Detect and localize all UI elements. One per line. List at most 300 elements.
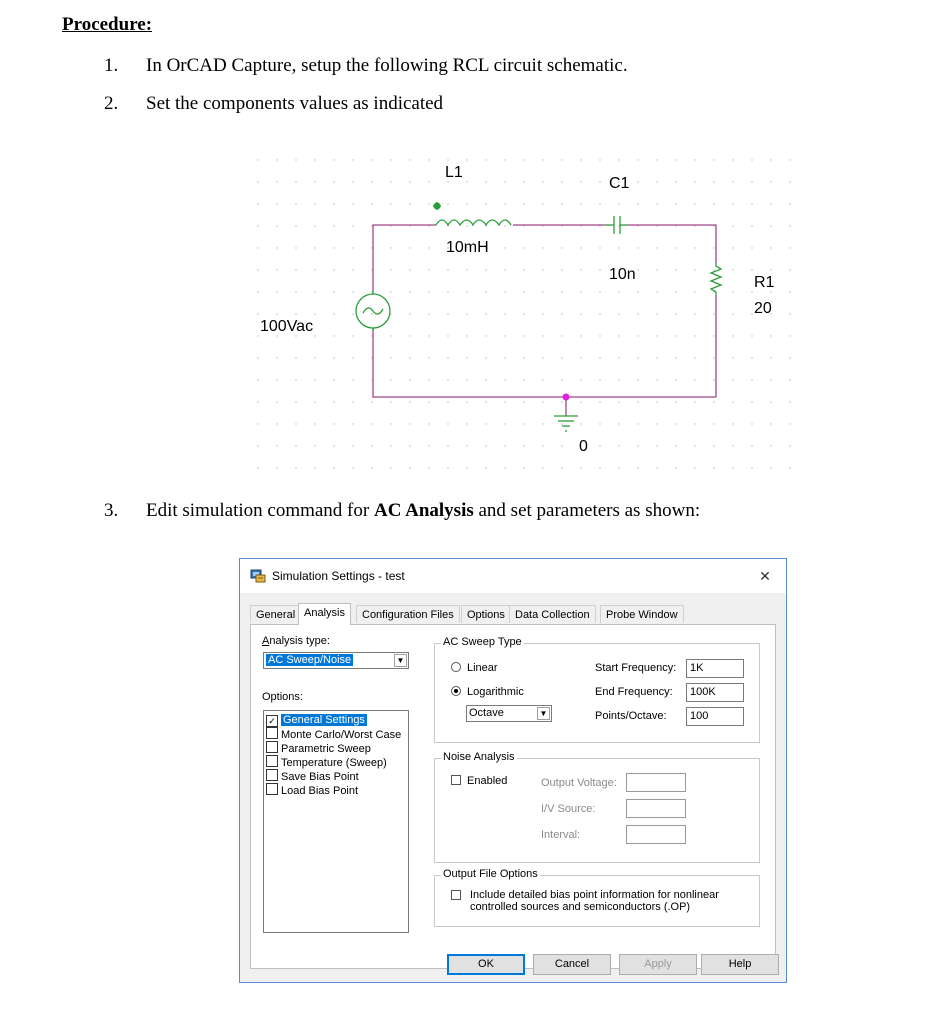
grid-dot	[371, 445, 372, 446]
grid-dot	[314, 401, 315, 402]
grid-dot	[751, 357, 752, 358]
grid-dot	[599, 401, 600, 402]
grid-dot	[770, 335, 771, 336]
close-icon[interactable]: ✕	[759, 568, 771, 584]
schematic-dot-grid	[257, 159, 790, 468]
grid-dot	[257, 379, 258, 380]
option-label: Save Bias Point	[281, 771, 359, 783]
noise-enabled-label: Enabled	[467, 775, 508, 787]
grid-dot	[390, 335, 391, 336]
grid-dot	[561, 159, 562, 160]
grid-dot	[371, 423, 372, 424]
iv-source-input[interactable]	[626, 799, 686, 818]
tab-general[interactable]: General	[250, 605, 301, 623]
tab-configuration-files[interactable]: Configuration Files	[356, 605, 460, 623]
interval-label: Interval:	[541, 829, 581, 841]
grid-dot	[276, 291, 277, 292]
include-bias-line-2: controlled sources and semiconductors (.OP)	[470, 901, 691, 913]
grid-dot	[352, 181, 353, 182]
grid-dot	[485, 181, 486, 182]
grid-dot	[789, 467, 790, 468]
grid-dot	[504, 401, 505, 402]
grid-dot	[409, 379, 410, 380]
grid-dot	[618, 401, 619, 402]
grid-dot	[599, 379, 600, 380]
grid-dot	[352, 291, 353, 292]
grid-dot	[295, 313, 296, 314]
grid-dot	[732, 467, 733, 468]
grid-dot	[390, 445, 391, 446]
grid-dot	[542, 181, 543, 182]
grid-dot	[371, 203, 372, 204]
grid-dot	[789, 335, 790, 336]
grid-dot	[561, 203, 562, 204]
option-temperature-sweep[interactable]	[266, 755, 406, 769]
options-list[interactable]	[263, 710, 409, 933]
grid-dot	[257, 181, 258, 182]
grid-dot	[257, 269, 258, 270]
grid-dot	[447, 313, 448, 314]
log-scale-type-select[interactable]	[466, 705, 552, 722]
grid-dot	[295, 247, 296, 248]
grid-dot	[770, 247, 771, 248]
grid-dot	[656, 401, 657, 402]
grid-dot	[276, 467, 277, 468]
option-label: Load Bias Point	[281, 785, 359, 797]
step-number: 2.	[104, 93, 119, 114]
output-voltage-input[interactable]	[626, 773, 686, 792]
grid-dot	[333, 423, 334, 424]
grid-dot	[409, 291, 410, 292]
grid-dot	[713, 401, 714, 402]
grid-dot	[409, 203, 410, 204]
grid-dot	[637, 313, 638, 314]
grid-dot	[580, 291, 581, 292]
analysis-tab-panel	[250, 624, 776, 969]
ac-sweep-type-group	[434, 636, 760, 743]
grid-dot	[542, 247, 543, 248]
capacitor-value-label: 10n	[609, 266, 636, 283]
grid-dot	[314, 423, 315, 424]
grid-dot	[314, 225, 315, 226]
grid-dot	[732, 401, 733, 402]
grid-dot	[580, 313, 581, 314]
option-save-bias-point[interactable]	[266, 769, 406, 783]
grid-dot	[276, 335, 277, 336]
grid-dot	[485, 379, 486, 380]
option-load-bias-point[interactable]	[266, 783, 406, 797]
grid-dot	[713, 379, 714, 380]
grid-dot	[504, 269, 505, 270]
step-text-after: and set parameters as shown:	[473, 500, 701, 521]
grid-dot	[732, 269, 733, 270]
grid-dot	[333, 269, 334, 270]
grid-dot	[428, 291, 429, 292]
grid-dot	[466, 225, 467, 226]
grid-dot	[732, 247, 733, 248]
grid-dot	[390, 181, 391, 182]
grid-dot	[770, 401, 771, 402]
checkbox-icon[interactable]	[266, 783, 278, 795]
option-parametric-sweep[interactable]	[266, 741, 406, 755]
grid-dot	[333, 313, 334, 314]
grid-dot	[485, 401, 486, 402]
option-monte-carlo[interactable]	[266, 727, 406, 741]
grid-dot	[390, 269, 391, 270]
grid-dot	[637, 247, 638, 248]
grid-dot	[542, 357, 543, 358]
grid-dot	[333, 467, 334, 468]
grid-dot	[352, 445, 353, 446]
checkbox-icon[interactable]	[266, 755, 278, 767]
interval-input[interactable]	[626, 825, 686, 844]
grid-dot	[789, 247, 790, 248]
grid-dot	[428, 357, 429, 358]
grid-dot	[504, 313, 505, 314]
grid-dot	[542, 467, 543, 468]
option-label: Temperature (Sweep)	[281, 757, 387, 769]
option-general-settings[interactable]	[266, 713, 406, 727]
grid-dot	[656, 445, 657, 446]
grid-dot	[428, 181, 429, 182]
grid-dot	[447, 159, 448, 160]
checkbox-icon[interactable]	[266, 769, 278, 781]
grid-dot	[276, 401, 277, 402]
grid-dot	[295, 379, 296, 380]
grid-dot	[675, 445, 676, 446]
grid-dot	[618, 467, 619, 468]
grid-dot	[485, 269, 486, 270]
inductor-value-label: 10mH	[446, 239, 489, 256]
grid-dot	[352, 379, 353, 380]
grid-dot	[257, 467, 258, 468]
grid-dot	[447, 291, 448, 292]
grid-dot	[523, 423, 524, 424]
checkbox-icon[interactable]	[451, 890, 461, 900]
grid-dot	[770, 445, 771, 446]
grid-dot	[732, 159, 733, 160]
checkbox-icon[interactable]	[266, 727, 278, 739]
grid-dot	[675, 357, 676, 358]
step-number: 1.	[104, 55, 119, 76]
grid-dot	[599, 181, 600, 182]
include-bias-checkbox[interactable]	[451, 890, 467, 902]
end-frequency-label: End Frequency:	[595, 686, 673, 698]
grid-dot	[409, 357, 410, 358]
grid-dot	[333, 291, 334, 292]
grid-dot	[409, 401, 410, 402]
grid-dot	[713, 247, 714, 248]
analysis-type-label-rest: nalysis type:	[269, 635, 330, 647]
grid-dot	[276, 357, 277, 358]
chevron-down-icon[interactable]: ▼	[394, 654, 407, 667]
grid-dot	[333, 445, 334, 446]
tab-probe-window[interactable]: Probe Window	[600, 605, 684, 623]
grid-dot	[751, 467, 752, 468]
grid-dot	[789, 203, 790, 204]
grid-dot	[295, 401, 296, 402]
grid-dot	[523, 335, 524, 336]
grid-dot	[333, 159, 334, 160]
grid-dot	[542, 335, 543, 336]
grid-dot	[694, 181, 695, 182]
grid-dot	[770, 357, 771, 358]
simulation-settings-icon	[250, 569, 266, 583]
grid-dot	[751, 379, 752, 380]
grid-dot	[523, 203, 524, 204]
grid-dot	[637, 203, 638, 204]
grid-dot	[542, 445, 543, 446]
points-per-octave-input[interactable]: 100	[686, 707, 744, 726]
grid-dot	[428, 379, 429, 380]
grid-dot	[713, 423, 714, 424]
grid-dot	[770, 379, 771, 380]
grid-dot	[314, 379, 315, 380]
radio-selected-icon[interactable]	[451, 686, 461, 696]
grid-dot	[618, 379, 619, 380]
grid-dot	[466, 423, 467, 424]
grid-dot	[352, 225, 353, 226]
step-text-before: Edit simulation command for	[146, 500, 374, 521]
linear-radio[interactable]	[451, 662, 498, 674]
grid-dot	[656, 423, 657, 424]
grid-dot	[675, 401, 676, 402]
grid-dot	[789, 357, 790, 358]
grid-dot	[770, 269, 771, 270]
grid-dot	[257, 159, 258, 160]
noise-enabled-checkbox[interactable]	[451, 775, 507, 787]
grid-dot	[618, 313, 619, 314]
grid-dot	[466, 159, 467, 160]
grid-dot	[276, 203, 277, 204]
help-button[interactable]: Help	[701, 954, 779, 975]
linear-label: Linear	[467, 662, 498, 674]
grid-dot	[656, 291, 657, 292]
grid-dot	[276, 181, 277, 182]
tab-bar	[250, 603, 776, 625]
grid-dot	[675, 379, 676, 380]
grid-dot	[409, 247, 410, 248]
grid-dot	[371, 181, 372, 182]
grid-dot	[485, 335, 486, 336]
noise-analysis-group	[434, 751, 760, 863]
grid-dot	[352, 467, 353, 468]
analysis-type-select[interactable]	[263, 652, 409, 669]
grid-dot	[637, 423, 638, 424]
options-label: Options:	[262, 691, 303, 703]
grid-dot	[732, 379, 733, 380]
grid-dot	[504, 225, 505, 226]
resistor-symbol	[711, 263, 721, 295]
grid-dot	[789, 159, 790, 160]
grid-dot	[352, 159, 353, 160]
checkbox-icon[interactable]	[266, 741, 278, 753]
grid-dot	[295, 467, 296, 468]
grid-dot	[675, 203, 676, 204]
grid-dot	[751, 335, 752, 336]
grid-dot	[694, 335, 695, 336]
grid-dot	[466, 467, 467, 468]
grid-dot	[485, 291, 486, 292]
grid-dot	[295, 291, 296, 292]
dialog-title: Simulation Settings - test	[272, 569, 405, 583]
grid-dot	[295, 335, 296, 336]
grid-dot	[561, 247, 562, 248]
step-text: In OrCAD Capture, setup the following RCL circuit schematic.	[146, 55, 628, 76]
end-frequency-input[interactable]: 100K	[686, 683, 744, 702]
step-text-bold: AC Analysis	[373, 500, 474, 521]
capacitor-symbol	[605, 216, 628, 234]
grid-dot	[409, 445, 410, 446]
grid-dot	[789, 423, 790, 424]
grid-dot	[580, 203, 581, 204]
option-label: Parametric Sweep	[281, 743, 371, 755]
grid-dot	[257, 445, 258, 446]
grid-dot	[447, 467, 448, 468]
grid-dot	[295, 445, 296, 446]
cancel-button[interactable]: Cancel	[533, 954, 611, 975]
grid-dot	[504, 445, 505, 446]
grid-dot	[542, 269, 543, 270]
dialog-titlebar[interactable]	[240, 559, 786, 593]
chevron-down-icon[interactable]: ▼	[537, 707, 550, 720]
grid-dot	[751, 269, 752, 270]
grid-dot	[523, 269, 524, 270]
simulation-settings-dialog	[239, 558, 787, 983]
grid-dot	[314, 291, 315, 292]
grid-dot	[523, 357, 524, 358]
grid-dot	[485, 357, 486, 358]
grid-dot	[295, 423, 296, 424]
grid-dot	[466, 401, 467, 402]
grid-dot	[694, 313, 695, 314]
grid-dot	[675, 335, 676, 336]
step-number: 3.	[104, 500, 119, 521]
grid-dot	[561, 269, 562, 270]
grid-dot	[504, 467, 505, 468]
grid-dot	[409, 423, 410, 424]
logarithmic-label: Logarithmic	[467, 686, 524, 698]
grid-dot	[580, 335, 581, 336]
grid-dot	[580, 159, 581, 160]
grid-dot	[637, 467, 638, 468]
grid-dot	[694, 445, 695, 446]
grid-dot	[789, 291, 790, 292]
checkbox-icon[interactable]	[451, 775, 461, 785]
grid-dot	[390, 291, 391, 292]
grid-dot	[333, 225, 334, 226]
grid-dot	[656, 203, 657, 204]
grid-dot	[770, 467, 771, 468]
grid-dot	[428, 247, 429, 248]
grid-dot	[523, 247, 524, 248]
step-text	[146, 500, 700, 522]
grid-dot	[447, 203, 448, 204]
grid-dot	[257, 357, 258, 358]
grid-dot	[732, 313, 733, 314]
grid-dot	[428, 467, 429, 468]
grid-dot	[561, 445, 562, 446]
grid-dot	[523, 379, 524, 380]
logarithmic-radio[interactable]	[451, 686, 524, 698]
grid-dot	[751, 225, 752, 226]
wire-top-left	[373, 225, 436, 291]
grid-dot	[599, 357, 600, 358]
grid-dot	[732, 423, 733, 424]
grid-dot	[561, 291, 562, 292]
step-text: Set the components values as indicated	[146, 93, 444, 114]
grid-dot	[713, 159, 714, 160]
radio-icon[interactable]	[451, 662, 461, 672]
grid-dot	[276, 313, 277, 314]
apply-button[interactable]: Apply	[619, 954, 697, 975]
grid-dot	[352, 313, 353, 314]
grid-dot	[618, 423, 619, 424]
grid-dot	[409, 181, 410, 182]
grid-dot	[314, 269, 315, 270]
grid-dot	[580, 181, 581, 182]
inductor-name-label: L1	[445, 164, 463, 181]
grid-dot	[409, 313, 410, 314]
grid-dot	[561, 181, 562, 182]
tab-data-collection[interactable]: Data Collection	[509, 605, 596, 623]
log-scale-type-value: Octave	[469, 707, 504, 719]
ok-button[interactable]: OK	[447, 954, 525, 975]
grid-dot	[694, 159, 695, 160]
grid-dot	[333, 401, 334, 402]
grid-dot	[504, 335, 505, 336]
grid-dot	[314, 247, 315, 248]
output-voltage-label: Output Voltage:	[541, 777, 617, 789]
checkbox-checked-icon[interactable]: ✓	[266, 715, 278, 727]
grid-dot	[694, 357, 695, 358]
grid-dot	[599, 247, 600, 248]
output-file-options-group	[434, 868, 760, 927]
grid-dot	[352, 401, 353, 402]
grid-dot	[713, 357, 714, 358]
grid-dot	[390, 401, 391, 402]
grid-dot	[314, 203, 315, 204]
tab-analysis[interactable]: Analysis	[298, 603, 351, 625]
grid-dot	[599, 467, 600, 468]
grid-dot	[523, 467, 524, 468]
grid-dot	[333, 247, 334, 248]
grid-dot	[523, 401, 524, 402]
grid-dot	[580, 357, 581, 358]
grid-dot	[561, 379, 562, 380]
ground-node-dot	[563, 394, 570, 401]
tab-options[interactable]: Options	[461, 605, 511, 623]
grid-dot	[276, 159, 277, 160]
grid-dot	[599, 203, 600, 204]
grid-dot	[542, 313, 543, 314]
grid-dot	[466, 379, 467, 380]
grid-dot	[295, 203, 296, 204]
source-value-label: 100Vac	[260, 318, 314, 335]
grid-dot	[618, 159, 619, 160]
grid-dot	[276, 225, 277, 226]
grid-dot	[751, 423, 752, 424]
grid-dot	[276, 423, 277, 424]
grid-dot	[542, 379, 543, 380]
grid-dot	[447, 445, 448, 446]
start-frequency-input[interactable]: 1K	[686, 659, 744, 678]
grid-dot	[466, 357, 467, 358]
grid-dot	[770, 225, 771, 226]
grid-dot	[371, 159, 372, 160]
grid-dot	[789, 379, 790, 380]
grid-dot	[409, 467, 410, 468]
